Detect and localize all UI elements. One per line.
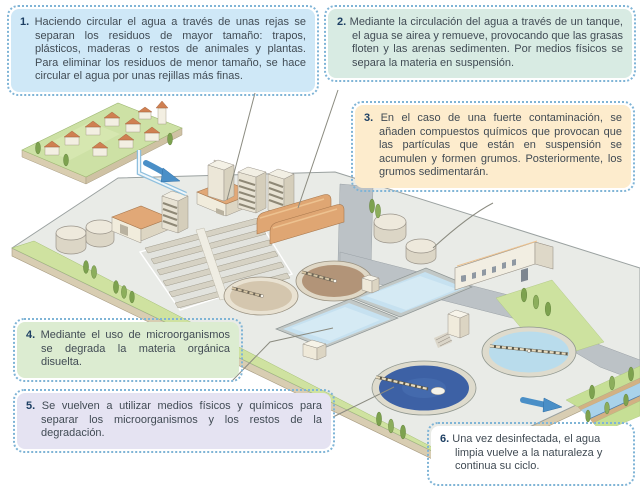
church-tower (156, 101, 168, 124)
tower-striped-2 (238, 167, 266, 213)
step-3-note (351, 101, 635, 192)
step-2-note (324, 5, 636, 82)
small-hut (362, 275, 379, 293)
tower-white (208, 160, 234, 201)
step-3-number: 3. (364, 112, 374, 124)
clarifier-tan-1 (224, 277, 298, 315)
step-4-note (13, 318, 243, 382)
pump-hut (303, 340, 326, 360)
step-4-text: 4. Mediante el uso de microorganismos se degrada la materia orgánica disuelta. (26, 329, 230, 369)
building-door (521, 268, 528, 282)
clarifier-dark-blue (372, 361, 476, 415)
step-6-number: 6. (440, 433, 450, 445)
step-2-text: 2. Mediante la circulación del agua a través de un tanque, el agua se airea y remueve, provocando que las grasas floten y las arenas sedimenten. Por medios físicos se separa la materia en suspensión. (337, 16, 623, 69)
clarifier-light-blue (482, 327, 576, 377)
clarifier-tan-2 (296, 261, 372, 301)
step-3-text: 3. En el caso de una fuerte contaminación, se añaden compuestos químicos que provocan que las partículas que están en suspensión se acumulen y formen grumos. Posteriormente, los grumos sedimentarán. (364, 112, 622, 179)
step-5-note (13, 389, 335, 453)
step-1-text: 1. Haciendo circular el agua a través de unas rejas se separan los residuos de mayor tamaño: trapos, plásticos, maderas o restos de animales y plantas. Para eliminar los residuos de menor tamaño, se hace circular el agua por unas rejillas más finas. (20, 16, 306, 83)
step-2-number: 2. (337, 16, 347, 28)
step-5-number: 5. (26, 400, 36, 412)
step-1-number: 1. (20, 16, 30, 28)
skimmer (431, 387, 445, 395)
step-6-text: 6. Una vez desinfectada, el agua limpia vuelve a la naturaleza y continua su ciclo. (440, 433, 603, 473)
tower-striped-1 (162, 191, 188, 233)
step-1-note (7, 5, 319, 96)
step-4-number: 4. (26, 329, 36, 341)
step-5-text: 5. Se vuelven a utilizar medios físicos y químicos para separar los microorganismos y los restos de la degradación. (26, 400, 323, 440)
step-6-note (427, 422, 635, 486)
